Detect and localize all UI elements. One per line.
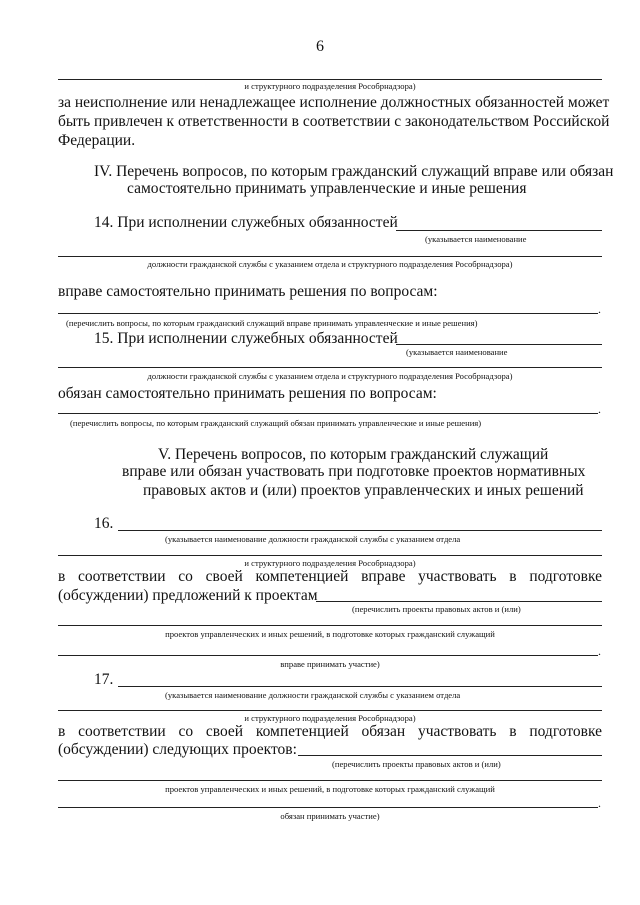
period-mark: . bbox=[598, 796, 601, 810]
field-caption: проектов управленческих и иных решений, в подготовке которых гражданский служащий bbox=[165, 784, 495, 794]
fill-line bbox=[58, 780, 602, 781]
field-caption: должности гражданской службы с указанием отдела и структурного подразделения Рособрнадзора) bbox=[147, 259, 513, 269]
period-mark: . bbox=[598, 302, 601, 316]
field-caption: (перечислить вопросы, по которым гражданский служащий обязан принимать управленческие и иные решения) bbox=[70, 418, 482, 428]
fill-line bbox=[58, 413, 598, 414]
item-17-number: 17. bbox=[94, 671, 114, 688]
fill-line bbox=[316, 601, 602, 602]
field-caption: (указывается наименование должности гражданской службы с указанием отдела bbox=[165, 690, 461, 700]
field-caption: и структурного подразделения Рособрнадзора) bbox=[244, 713, 416, 723]
fill-line bbox=[58, 79, 602, 80]
item-16-number: 16. bbox=[94, 515, 114, 532]
field-caption: обязан принимать участие) bbox=[280, 811, 380, 821]
field-caption: (указывается наименование должности гражданской службы с указанием отдела bbox=[165, 534, 461, 544]
period-mark: . bbox=[598, 644, 601, 658]
item-17-text-2: (обсуждении) следующих проектов: bbox=[58, 741, 297, 758]
section-heading: вправе или обязан участвовать при подготовке проектов нормативных bbox=[122, 463, 586, 480]
fill-line bbox=[58, 313, 598, 314]
paragraph-line: за неисполнение или ненадлежащее исполнение должностных обязанностей может bbox=[58, 94, 610, 111]
paragraph-line: быть привлечен к ответственности в соответствии с законодательством Российской bbox=[58, 113, 610, 130]
fill-line bbox=[396, 230, 602, 231]
period-mark: . bbox=[598, 402, 601, 416]
item-15-text: 15. При исполнении служебных обязанностей bbox=[94, 330, 398, 347]
fill-line bbox=[58, 807, 598, 808]
section-heading: V. Перечень вопросов, по которым гражданский служащий bbox=[158, 446, 549, 463]
page-number: 6 bbox=[316, 38, 324, 55]
field-caption: (перечислить проекты правовых актов и (или) bbox=[332, 759, 501, 769]
fill-line bbox=[58, 555, 602, 556]
field-caption: проектов управленческих и иных решений, в подготовке которых гражданский служащий bbox=[165, 629, 495, 639]
field-caption: и структурного подразделения Рособрнадзора) bbox=[244, 81, 416, 91]
field-caption: (указывается наименование bbox=[425, 234, 527, 244]
fill-line bbox=[58, 256, 602, 257]
fill-line bbox=[58, 710, 602, 711]
fill-line bbox=[58, 625, 602, 626]
field-caption: должности гражданской службы с указанием отдела и структурного подразделения Рособрнадзора) bbox=[147, 371, 513, 381]
field-caption: (перечислить проекты правовых актов и (или) bbox=[352, 604, 521, 614]
item-15-text-2: обязан самостоятельно принимать решения по вопросам: bbox=[58, 385, 437, 402]
field-caption: и структурного подразделения Рособрнадзора) bbox=[244, 558, 416, 568]
paragraph-line: Федерации. bbox=[58, 132, 136, 149]
fill-line bbox=[298, 755, 602, 756]
fill-line bbox=[396, 344, 602, 345]
section-heading: IV. Перечень вопросов, по которым гражданский служащий вправе или обязан bbox=[94, 163, 614, 180]
field-caption: (перечислить вопросы, по которым гражданский служащий вправе принимать управленческие и иные решения) bbox=[66, 318, 478, 328]
fill-line bbox=[58, 367, 602, 368]
item-14-text-2: вправе самостоятельно принимать решения по вопросам: bbox=[58, 283, 438, 300]
fill-line bbox=[118, 686, 602, 687]
section-heading: самостоятельно принимать управленческие и иные решения bbox=[127, 180, 527, 197]
item-17-text: в соответствии со своей компетенцией обязан участвовать в подготовке bbox=[58, 723, 602, 740]
fill-line bbox=[118, 530, 602, 531]
fill-line bbox=[58, 655, 598, 656]
item-16-text: в соответствии со своей компетенцией вправе участвовать в подготовке bbox=[58, 568, 602, 585]
item-16-text-2: (обсуждении) предложений к проектам bbox=[58, 587, 318, 604]
item-14-text: 14. При исполнении служебных обязанностей bbox=[94, 214, 398, 231]
section-heading: правовых актов и (или) проектов управленческих и иных решений bbox=[143, 482, 584, 499]
field-caption: (указывается наименование bbox=[406, 347, 508, 357]
field-caption: вправе принимать участие) bbox=[280, 659, 380, 669]
